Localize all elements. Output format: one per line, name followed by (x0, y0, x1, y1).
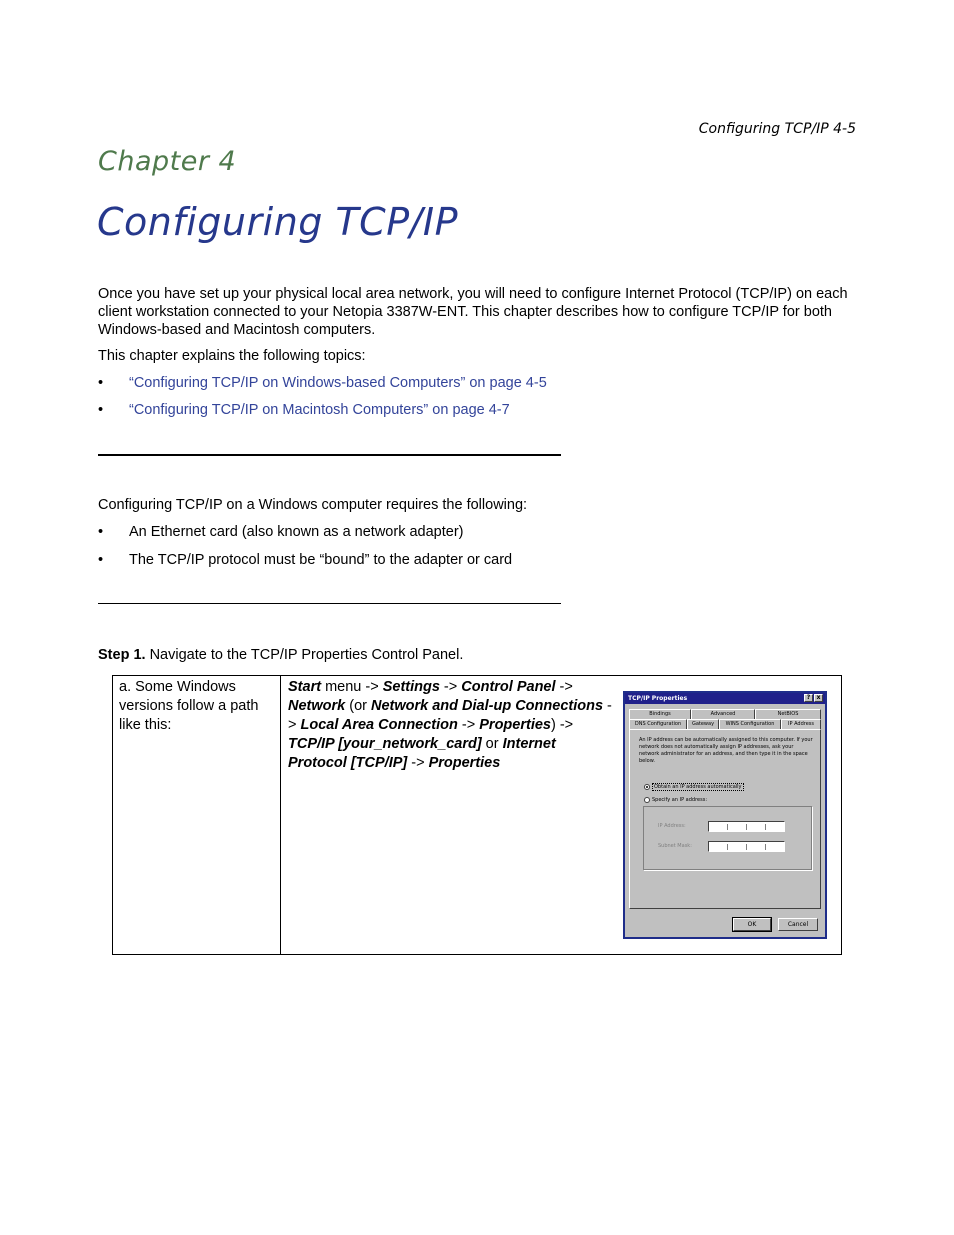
radio-label: Obtain an IP address automatically (654, 784, 742, 790)
tab-wins-configuration[interactable]: WINS Configuration (719, 719, 781, 729)
dialog-titlebar (625, 693, 825, 704)
requirement-text: The TCP/IP protocol must be “bound” to the adapter or card (129, 552, 513, 568)
path-sep: -> (439, 679, 462, 695)
ip-address-label: IP Address: (658, 823, 686, 829)
bullet-dot: • (98, 524, 104, 540)
subnet-mask-input[interactable] (708, 841, 785, 852)
dialog-title-buttons (804, 694, 823, 702)
radio-selected-icon (644, 784, 650, 790)
path-network-dialup: Network and Dial-up Connections (371, 698, 604, 714)
bullet-dot: • (98, 402, 104, 418)
step-instruction (98, 646, 463, 664)
radio-label: Specify an IP address: (652, 797, 708, 803)
dialog-title: TCP/IP Properties (628, 695, 688, 702)
path-control-panel: Control Panel (461, 679, 556, 695)
path-sep: -> (555, 679, 573, 695)
tab-row-top (629, 709, 821, 719)
radio-obtain-auto[interactable] (644, 783, 744, 791)
path-sep: -> (288, 698, 612, 733)
help-button[interactable]: ? (804, 694, 813, 702)
tab-netbios[interactable]: NetBIOS (755, 709, 821, 719)
section-rule (98, 454, 561, 456)
bullet-dot: • (98, 375, 104, 391)
chapter-title: Configuring TCP/IP (97, 200, 459, 244)
section-rule (98, 603, 561, 604)
tab-dns-configuration[interactable]: DNS Configuration (629, 719, 687, 729)
close-button[interactable]: x (814, 694, 823, 702)
path-properties-final: Properties (428, 755, 501, 771)
path-lan: Local Area Connection (300, 717, 458, 733)
radio-unselected-icon (644, 797, 650, 803)
path-network: Network (288, 698, 346, 714)
table-divider (280, 676, 281, 954)
ok-button[interactable]: OK (733, 918, 771, 931)
step-label: Step 1. (98, 647, 146, 663)
instruction-table (112, 675, 842, 955)
table-cell-path (288, 678, 618, 773)
chapter-label: Chapter 4 (98, 146, 237, 177)
path-tcpip-card: TCP/IP [your_network_card] (288, 736, 482, 752)
dialog-description: An IP address can be automatically assigned to this computer. If your network does not automatically assign IP addresses, ask your network administrator for an address, and then type it in the space below. (639, 737, 813, 764)
path-sep: -> (407, 755, 429, 771)
tab-row-bottom (629, 719, 821, 729)
ip-address-input[interactable] (708, 821, 785, 832)
path-internet-protocol: Internet Protocol [TCP/IP] (288, 736, 556, 771)
table-cell-left: a. Some Windows versions follow a path like this: (119, 679, 259, 733)
requirement-text: An Ethernet card (also known as a network adapter) (129, 524, 464, 540)
tab-bindings[interactable]: Bindings (629, 709, 691, 719)
path-sep: (or (345, 698, 371, 714)
cancel-button[interactable]: Cancel (778, 918, 818, 931)
tcpip-properties-dialog (623, 691, 827, 939)
path-sep: -> (457, 717, 480, 733)
path-properties: Properties (479, 717, 551, 733)
topic-link-windows[interactable]: “Configuring TCP/IP on Windows-based Computers” on page 4-5 (129, 375, 547, 391)
path-sep: ) -> (550, 717, 574, 733)
subnet-mask-label: Subnet Mask: (658, 843, 692, 849)
radio-specify-ip[interactable] (644, 797, 707, 803)
requirements-lead: Configuring TCP/IP on a Windows computer requires the following: (98, 497, 528, 513)
ip-fields-group (643, 806, 812, 870)
running-header: Configuring TCP/IP 4-5 (698, 121, 856, 137)
path-sep: or (481, 736, 503, 752)
ip-address-panel (629, 729, 821, 909)
tab-ip-address[interactable]: IP Address (781, 719, 821, 729)
path-settings: Settings (382, 679, 440, 695)
path-sep: menu -> (321, 679, 383, 695)
tab-advanced[interactable]: Advanced (691, 709, 755, 719)
topic-link-macintosh[interactable]: “Configuring TCP/IP on Macintosh Computers” on page 4-7 (129, 402, 510, 418)
step-text: Navigate to the TCP/IP Properties Control Panel. (145, 647, 464, 663)
bullet-dot: • (98, 552, 104, 568)
topics-lead: This chapter explains the following topics: (98, 348, 366, 364)
tab-gateway[interactable]: Gateway (687, 719, 719, 729)
path-start: Start (288, 679, 322, 695)
intro-paragraph: Once you have set up your physical local area network, you will need to configure Internet Protocol (TCP/IP) on each client workstation connected to your Netopia 3387W-ENT. This chapter describes how to configure TCP/IP for both Windows-based and Macintosh computers. (98, 286, 848, 338)
